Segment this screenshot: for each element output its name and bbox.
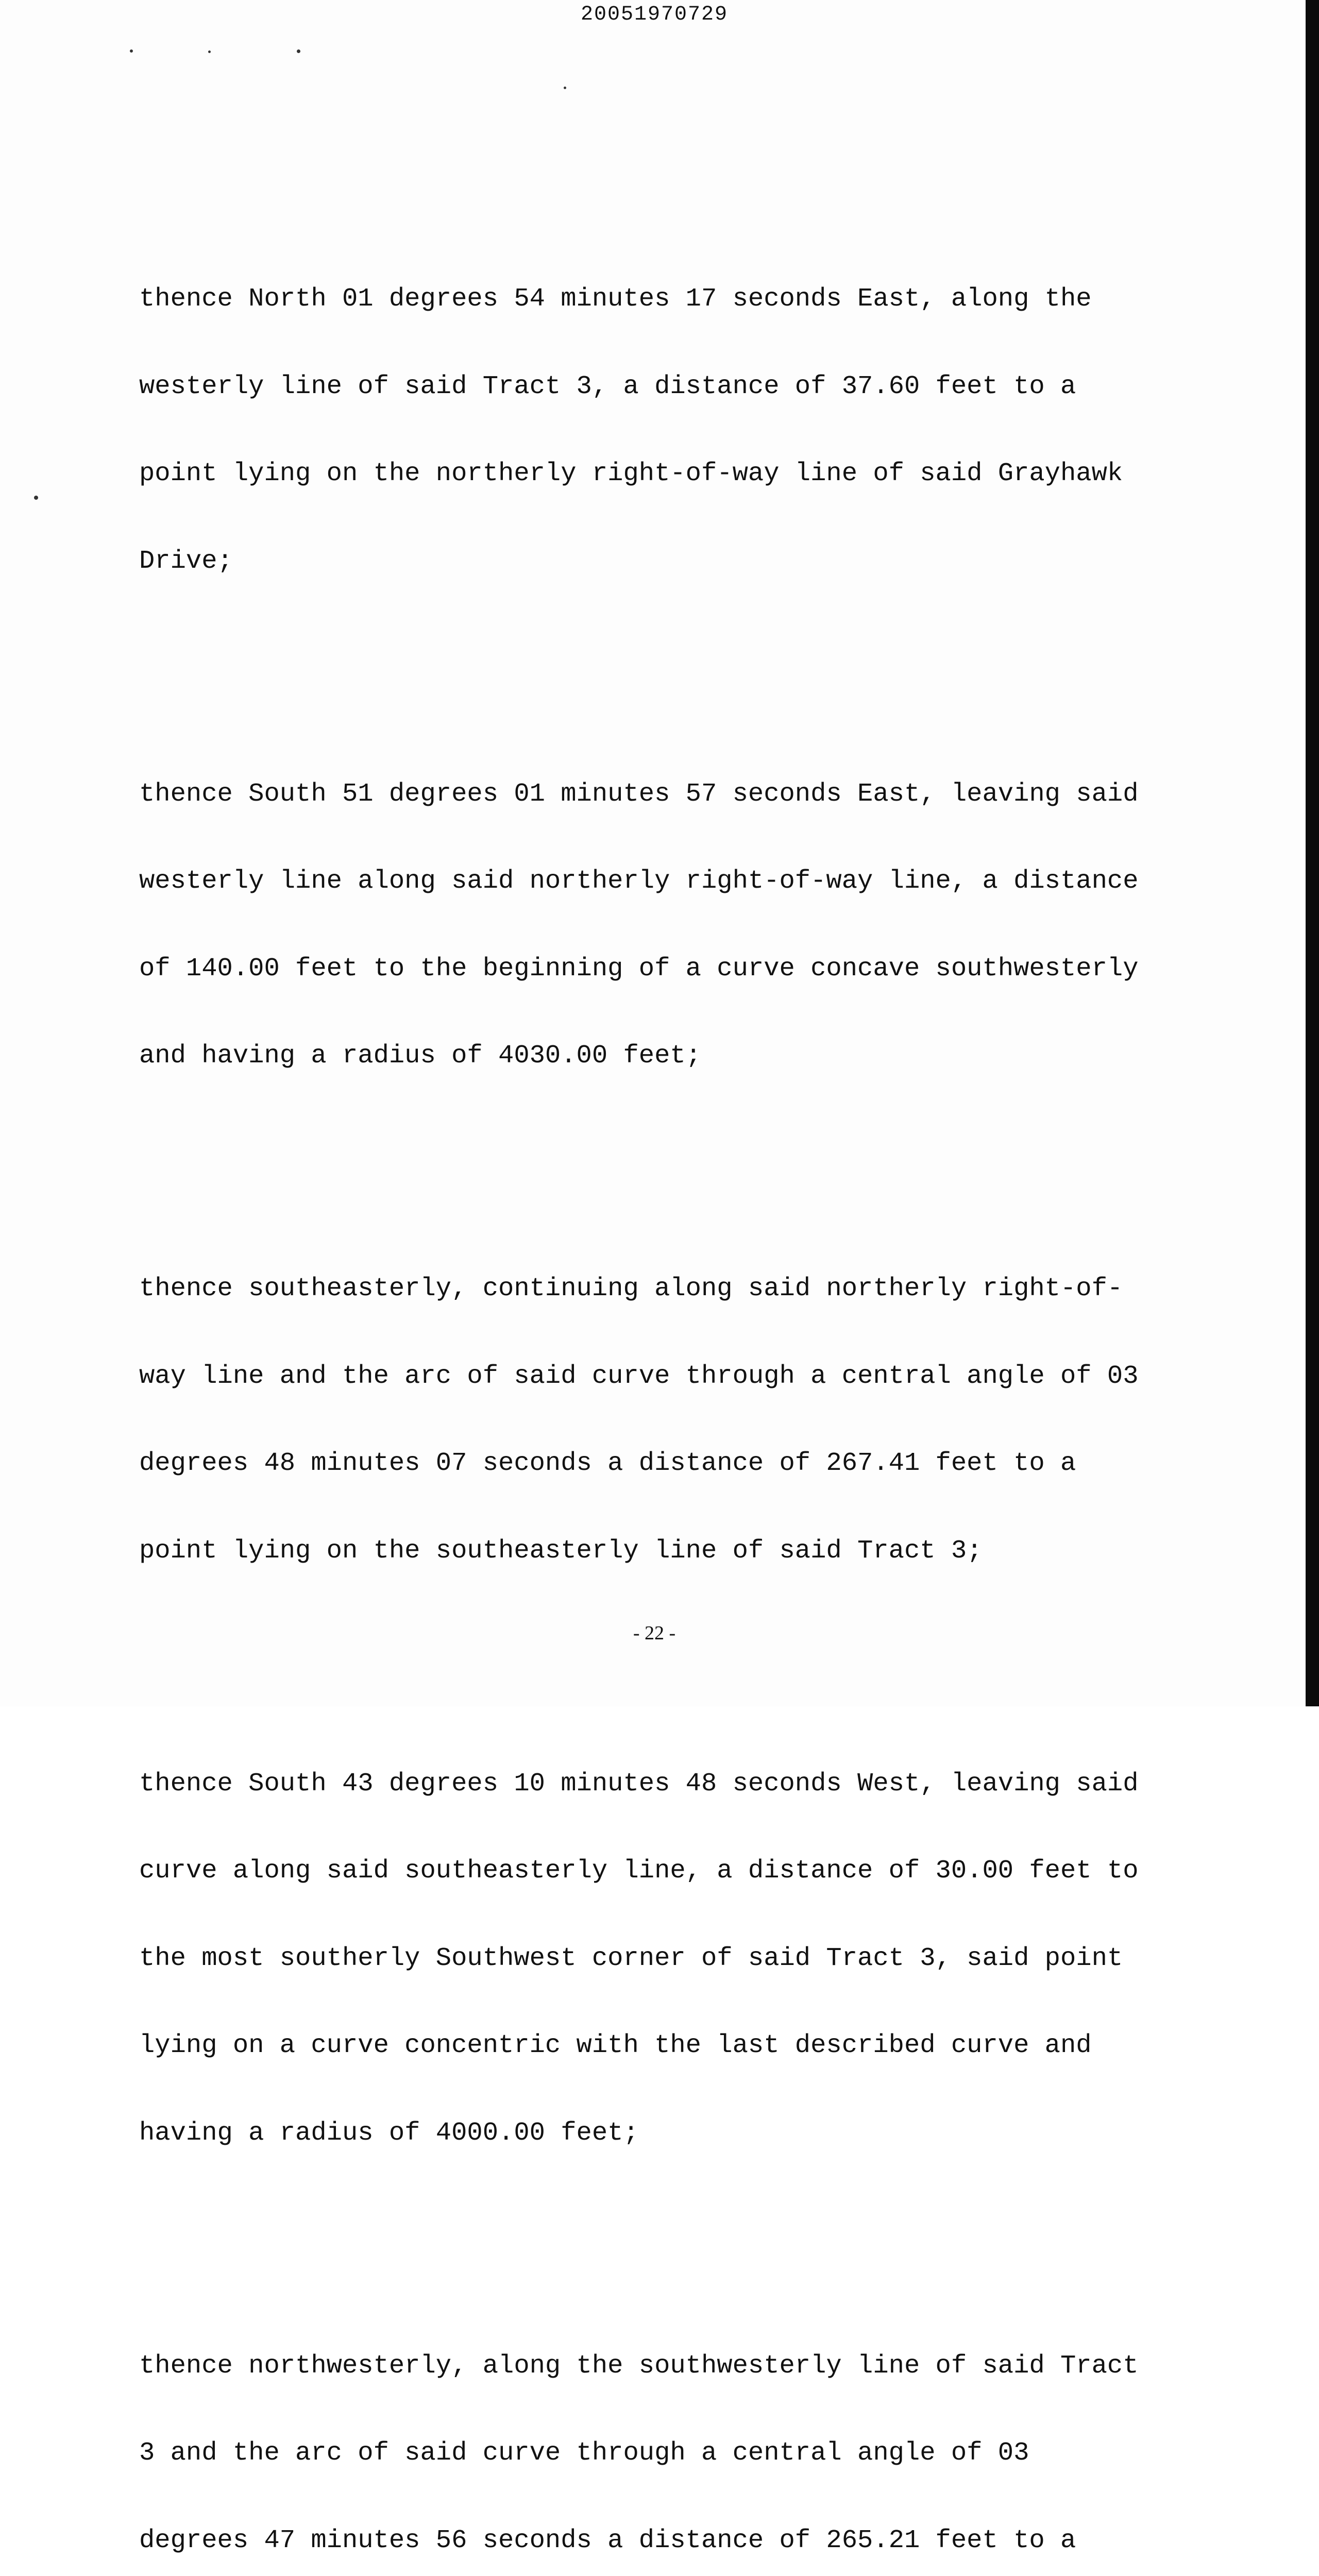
text-line: thence northwesterly, along the southwesterly line of said Tract [139, 2352, 1293, 2381]
paragraph [139, 227, 1293, 634]
text-line: Drive; [139, 547, 1293, 577]
text-line: the most southerly Southwest corner of said Tract 3, said point [139, 1944, 1293, 1974]
text-line: and having a radius of 4030.00 feet; [139, 1042, 1293, 1071]
scan-speck [130, 49, 133, 53]
text-line: having a radius of 4000.00 feet; [139, 2119, 1293, 2148]
scan-speck [208, 50, 211, 53]
text-line: westerly line along said northerly right-of-way line, a distance [139, 867, 1293, 896]
paragraph [139, 722, 1293, 1129]
text-line: of 140.00 feet to the beginning of a curve concave southwesterly [139, 955, 1293, 984]
text-line: degrees 47 minutes 56 seconds a distance of 265.21 feet to a [139, 2527, 1293, 2556]
page-number: - 22 - [0, 1622, 1309, 1645]
paragraph [139, 2294, 1293, 2576]
text-line: thence North 01 degrees 54 minutes 17 seconds East, along the [139, 285, 1293, 314]
text-line: curve along said southeasterly line, a distance of 30.00 feet to [139, 1857, 1293, 1886]
scan-speck [34, 496, 38, 500]
text-line: point lying on the northerly right-of-way line of said Grayhawk [139, 460, 1293, 489]
recording-number: 20051970729 [0, 3, 1309, 26]
scan-speck [297, 49, 300, 53]
paragraph [139, 1711, 1293, 2207]
text-line: 3 and the arc of said curve through a central angle of 03 [139, 2439, 1293, 2468]
scan-edge-shadow [1306, 0, 1319, 1706]
legal-description-body [139, 168, 1293, 2576]
scan-speck [564, 87, 566, 89]
text-line: way line and the arc of said curve through a central angle of 03 [139, 1362, 1293, 1392]
text-line: thence South 43 degrees 10 minutes 48 seconds West, leaving said [139, 1770, 1293, 1799]
text-line: thence southeasterly, continuing along said northerly right-of- [139, 1275, 1293, 1304]
text-line: point lying on the southeasterly line of said Tract 3; [139, 1537, 1293, 1566]
paragraph [139, 1216, 1293, 1624]
text-line: lying on a curve concentric with the last described curve and [139, 2031, 1293, 2061]
text-line: degrees 48 minutes 07 seconds a distance of 267.41 feet to a [139, 1449, 1293, 1479]
text-line: thence South 51 degrees 01 minutes 57 seconds East, leaving said [139, 780, 1293, 809]
text-line: westerly line of said Tract 3, a distance of 37.60 feet to a [139, 372, 1293, 402]
